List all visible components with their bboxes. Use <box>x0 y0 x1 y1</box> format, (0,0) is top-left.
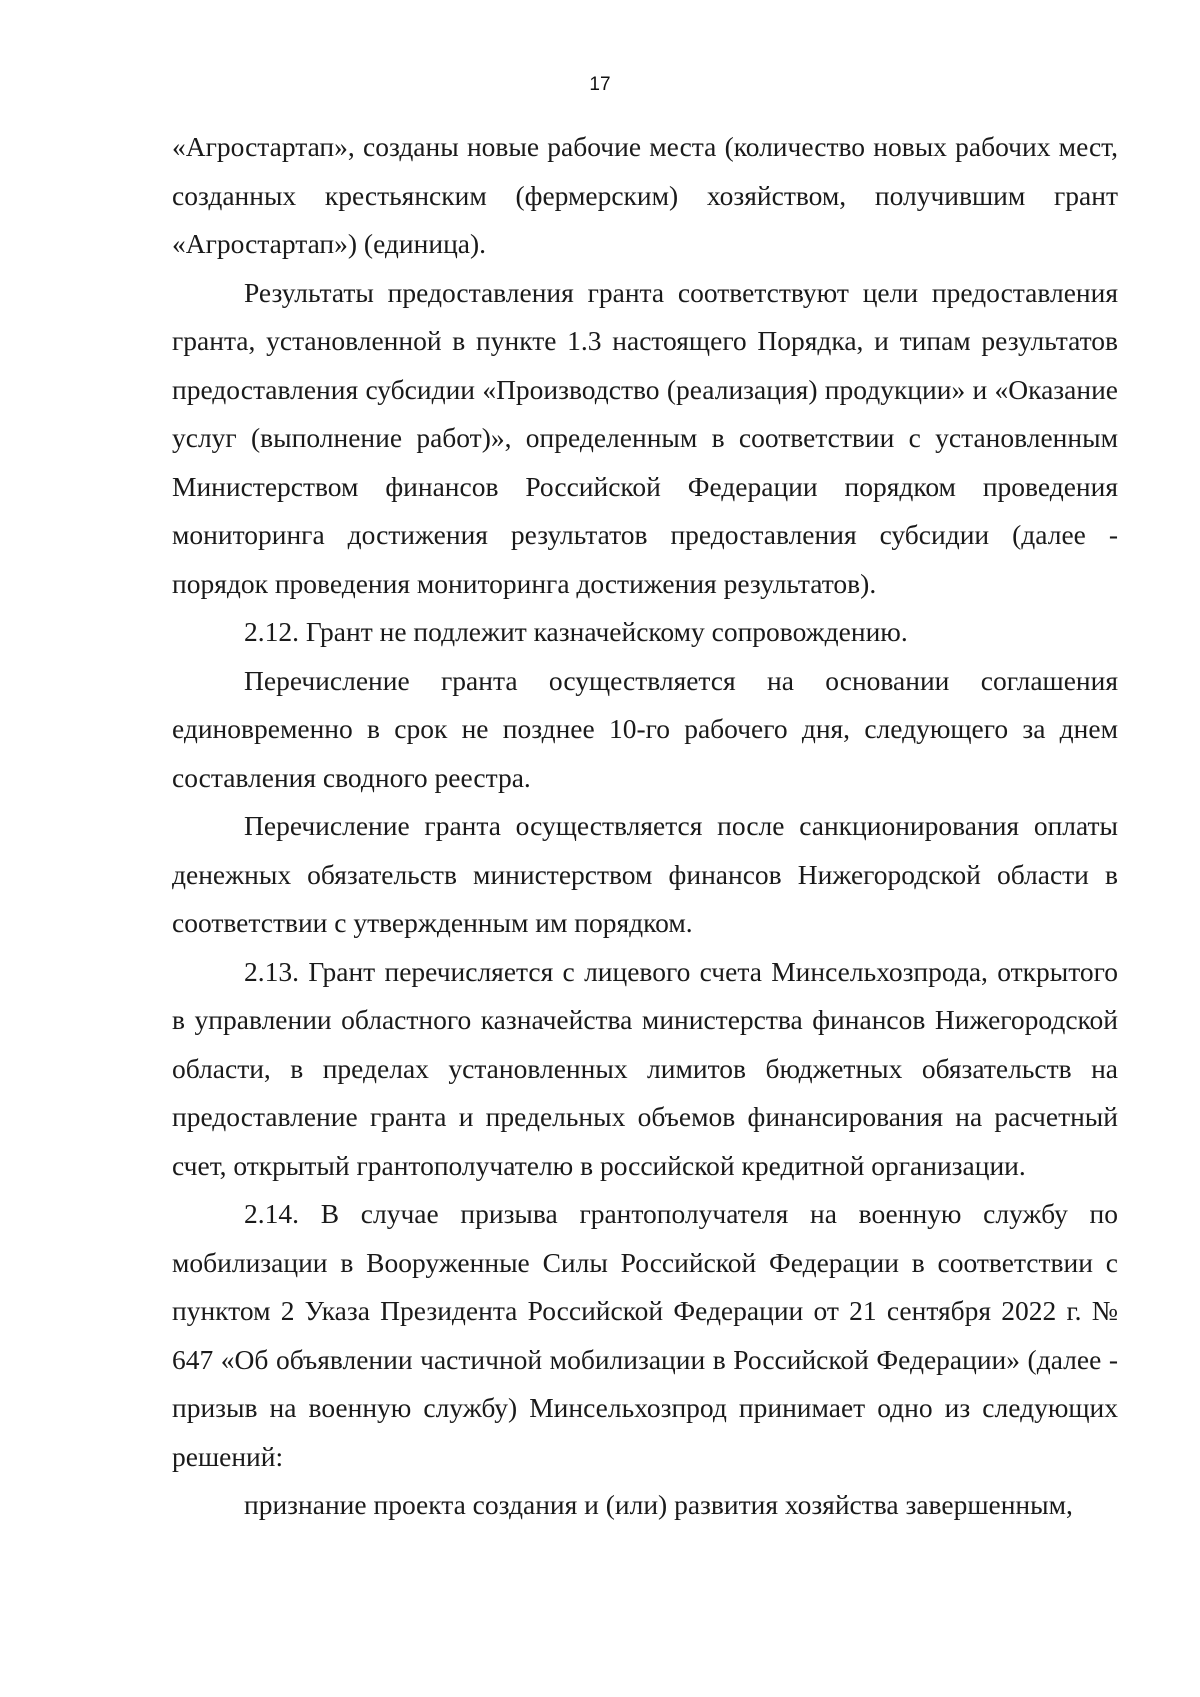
paragraph-2-13: 2.13. Грант перечисляется с лицевого счета Минсельхозпрода, открытого в управлении областного казначейства министерства финансов Нижегородской области, в пределах установленных лимитов бюджетных обязательств на предоставление гранта и предельных объемов финансирования на расчетный счет, открытый грантополучателю в российской кредитной организации. <box>172 955 1118 1181</box>
paragraph-grant-results: Результаты предоставления гранта соответствуют цели предоставления гранта, установленной в пункте 1.3 настоящего Порядка, и типам результатов предоставления субсидии «Производство (реализация) продукции» и «Оказание услуг (выполнение работ)», определенным в соответствии с установленным Министерством финансов Российской Федерации порядком проведения мониторинга достижения результатов предоставления субсидии (далее - порядок проведения мониторинга достижения результатов). <box>172 276 1118 599</box>
paragraph-agrostartap-jobs: «Агростартап», созданы новые рабочие места (количество новых рабочих мест, созданных крестьянским (фермерским) хозяйством, получившим грант «Агростартап») (единица). <box>172 131 1118 259</box>
paragraph-transfer-timing: Перечисление гранта осуществляется на основании соглашения единовременно в срок не позднее 10-го рабочего дня, следующего за днем составления сводного реестра. <box>172 664 1118 793</box>
document-body <box>172 123 1118 1530</box>
paragraph-project-completion: признание проекта создания и (или) развития хозяйства завершенным, <box>244 1489 1073 1520</box>
paragraph-transfer-authorization: Перечисление гранта осуществляется после санкционирования оплаты денежных обязательств министерством финансов Нижегородской области в соответствии с утвержденным им порядком. <box>172 810 1118 938</box>
paragraph-2-12: 2.12. Грант не подлежит казначейскому сопровождению. <box>244 616 908 647</box>
page-number: 17 <box>589 74 611 95</box>
paragraph-2-14: 2.14. В случае призыва грантополучателя на военную службу по мобилизации в Вооруженные Силы Российской Федерации в соответствии с пунктом 2 Указа Президента Российской Федерации от 21 сентября 2022 г. № 647 «Об объявлении частичной мобилизации в Российской Федерации» (далее - призыв на военную службу) Минсельхозпрод принимает одно из следующих решений: <box>172 1198 1118 1472</box>
